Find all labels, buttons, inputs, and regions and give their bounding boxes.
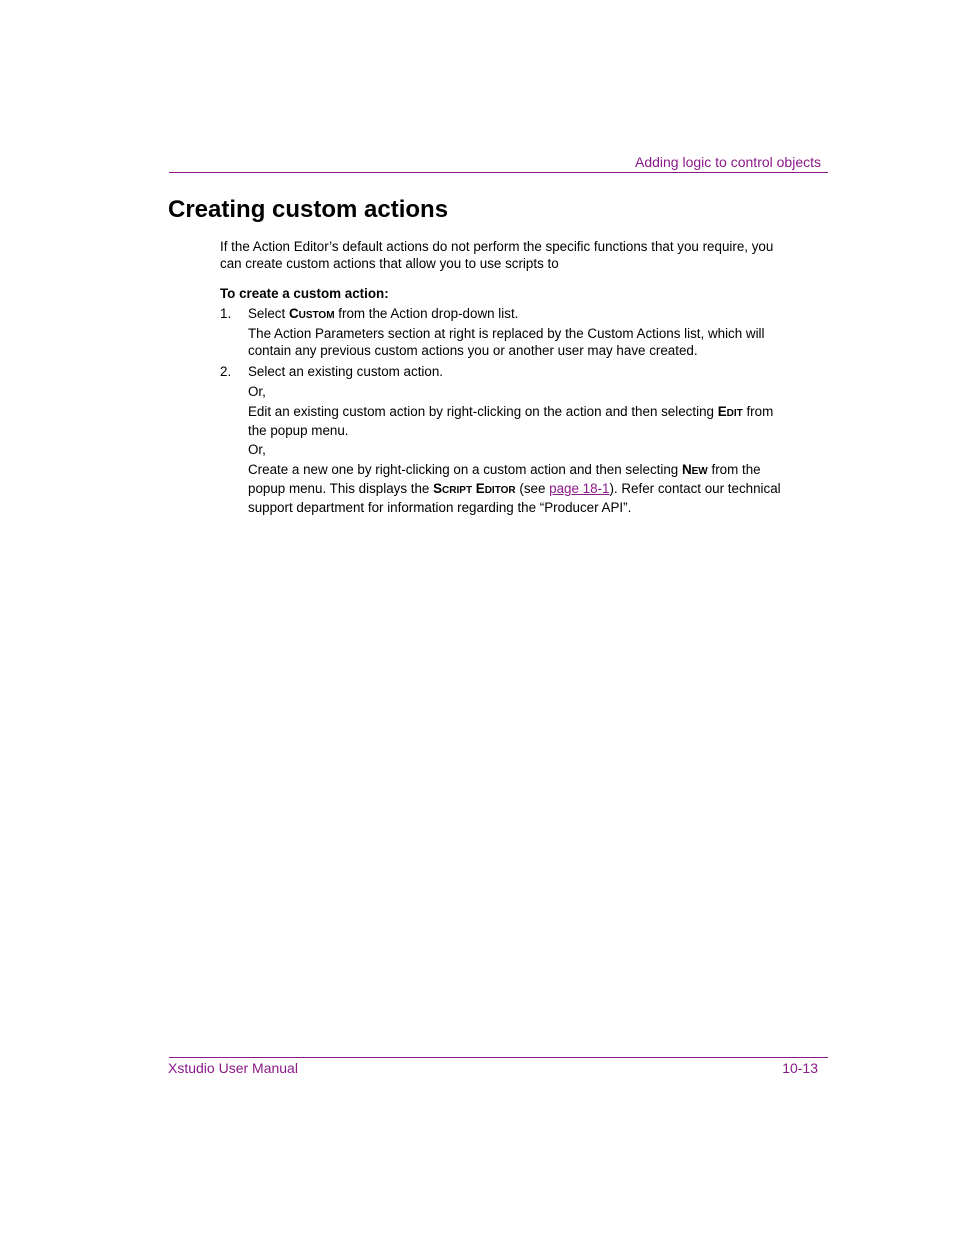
step-1-text-after: from the Action drop-down list. (334, 306, 519, 321)
step-2-new-option: Create a new one by right-clicking on a custom action and then selecting NEW from the popup menu. This displays the SCRIPT EDITOR (see page 18-1). Refer contact our technical support department for information regarding the “Producer API”. (248, 462, 781, 515)
header-rule (169, 172, 828, 173)
running-header: Adding logic to control objects (635, 154, 821, 170)
custom-keyword: CUSTOM (288, 306, 335, 321)
procedure-heading: To create a custom action: (220, 286, 389, 301)
new-keyword: NEW (681, 462, 708, 477)
footer-page-number: 10-13 (782, 1060, 818, 1076)
step-2-or-2: Or, (248, 442, 266, 457)
footer-manual-title: Xstudio User Manual (168, 1060, 298, 1076)
step-2-number: 2. (220, 364, 232, 379)
step-2-or-1: Or, (248, 384, 266, 399)
step-1-text (248, 305, 788, 324)
step-2-text: Select an existing custom action. (248, 364, 444, 379)
step-2-edit-option: Edit an existing custom action by right-clicking on the action and then selecting EDIT from the popup menu. (248, 404, 774, 438)
script-editor-keyword: SCRIPT EDITOR (433, 481, 516, 496)
intro-paragraph: If the Action Editor’s default actions do not perform the specific functions that you require, you can create custom actions that allow you to use scripts to (220, 239, 774, 271)
step-1-text-before: Select (248, 306, 289, 321)
step-1-note: The Action Parameters section at right is replaced by the Custom Actions list, which will contain any previous custom actions you or another user may have created. (248, 326, 765, 358)
step-1-number: 1. (220, 306, 232, 321)
page-title: Creating custom actions (168, 196, 449, 223)
page-18-1-link[interactable]: page 18-1 (549, 481, 610, 496)
footer-rule (169, 1057, 828, 1058)
edit-keyword: EDIT (717, 404, 743, 419)
